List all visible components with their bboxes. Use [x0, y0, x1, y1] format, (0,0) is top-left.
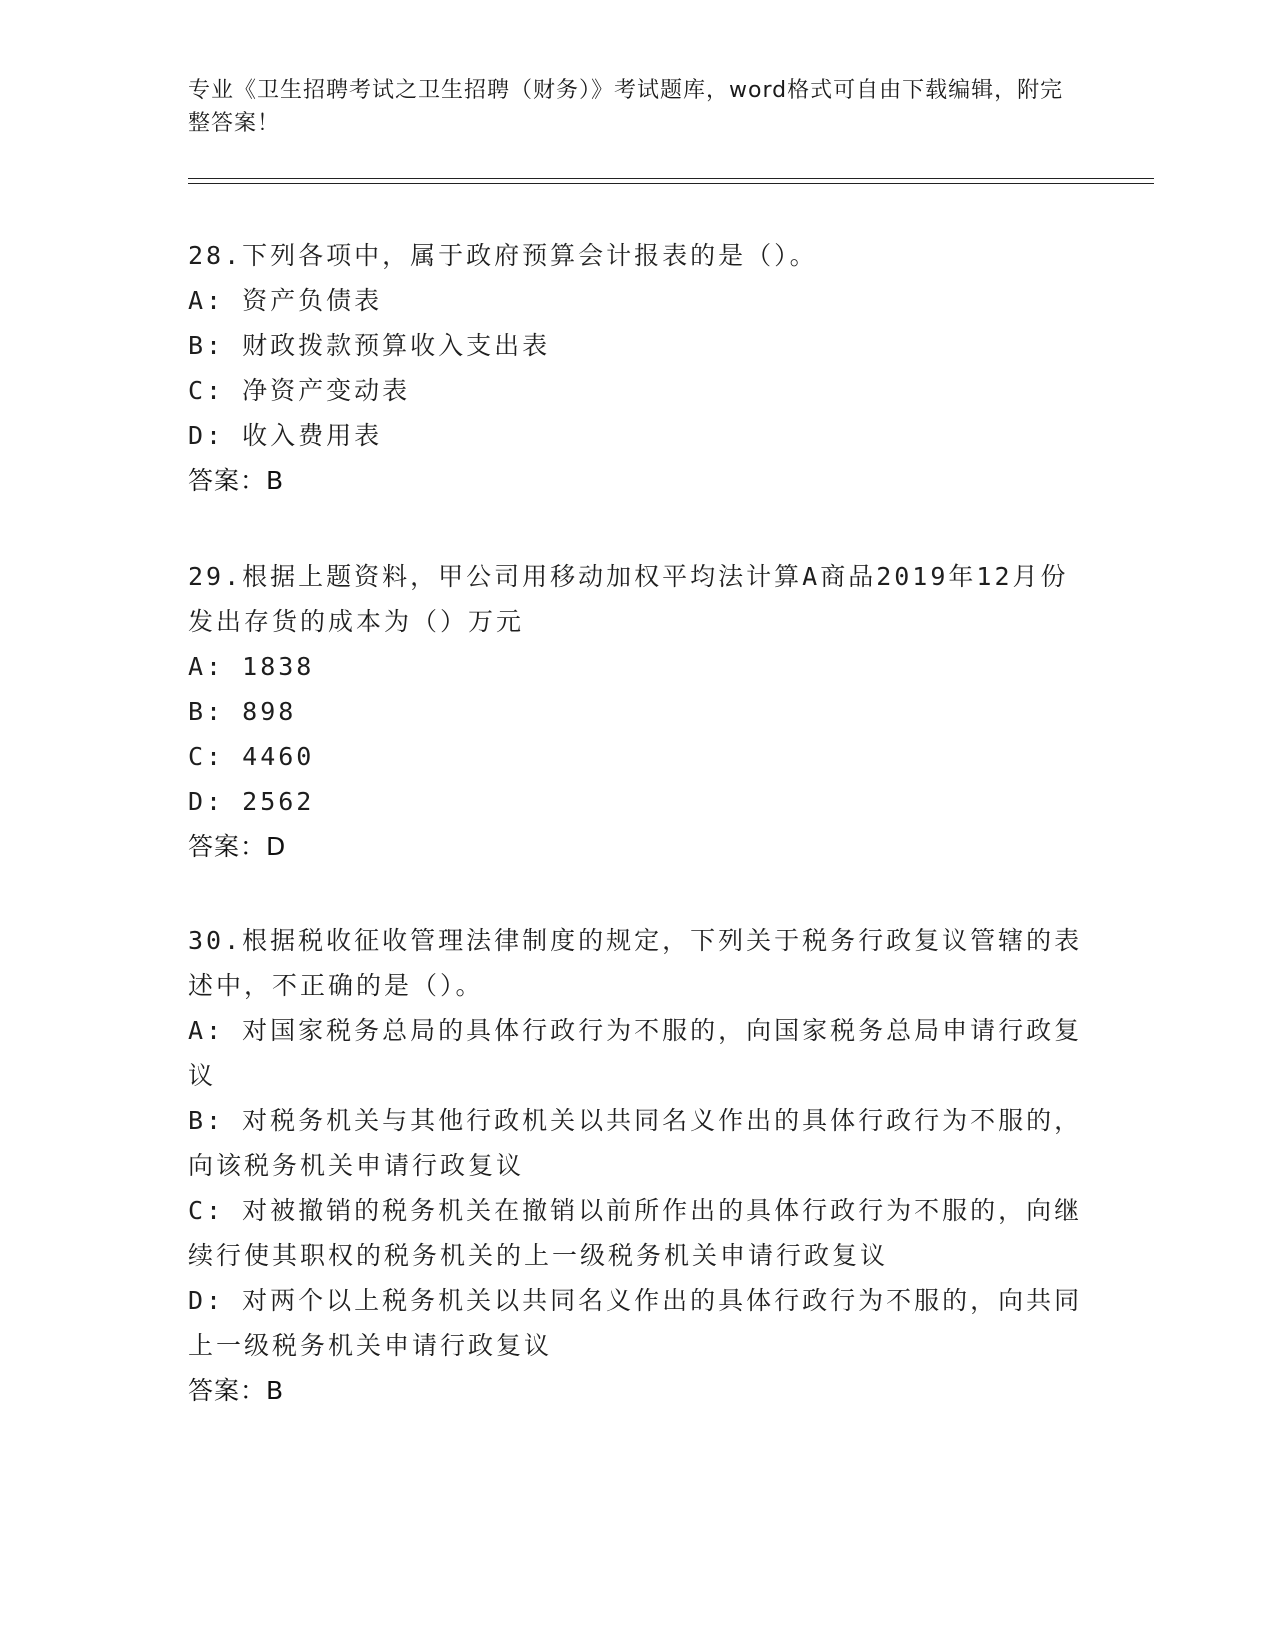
answer-line: 答案：B — [188, 1376, 285, 1405]
option-a: A: 1838 — [188, 652, 315, 681]
question-28 — [188, 233, 1088, 503]
question-stem: 29.根据上题资料，甲公司用移动加权平均法计算A商品2019年12月份发出存货的成本为（）万元 — [188, 562, 1069, 636]
question-stem: 28.下列各项中，属于政府预算会计报表的是（）。 — [188, 241, 818, 270]
option-b: B: 财政拨款预算收入支出表 — [188, 331, 551, 360]
header-divider-top — [188, 178, 1154, 179]
option-a: A: 对国家税务总局的具体行政行为不服的，向国家税务总局申请行政复议 — [188, 1016, 1083, 1090]
answer-line: 答案：D — [188, 832, 287, 861]
option-b: B: 对税务机关与其他行政机关以共同名义作出的具体行政行为不服的，向该税务机关申请行政复议 — [188, 1106, 1083, 1180]
document-header-text: 专业《卫生招聘考试之卫生招聘（财务）》考试题库，word格式可自由下载编辑，附完整答案！ — [188, 78, 1064, 136]
option-c: C: 4460 — [188, 742, 315, 771]
question-29 — [188, 554, 1088, 869]
answer-line: 答案：B — [188, 466, 285, 495]
option-d: D: 对两个以上税务机关以共同名义作出的具体行政行为不服的，向共同上一级税务机关申请行政复议 — [188, 1286, 1083, 1360]
option-c: C: 净资产变动表 — [188, 376, 411, 405]
question-stem: 30.根据税收征收管理法律制度的规定，下列关于税务行政复议管辖的表述中，不正确的是（）。 — [188, 926, 1083, 1000]
option-c: C: 对被撤销的税务机关在撤销以前所作出的具体行政行为不服的，向继续行使其职权的税务机关的上一级税务机关申请行政复议 — [188, 1196, 1083, 1270]
option-d: D: 2562 — [188, 787, 315, 816]
option-d: D: 收入费用表 — [188, 421, 383, 450]
option-a: A: 资产负债表 — [188, 286, 383, 315]
option-b: B: 898 — [188, 697, 297, 726]
question-30 — [188, 918, 1088, 1413]
header-divider-bottom — [188, 183, 1154, 184]
